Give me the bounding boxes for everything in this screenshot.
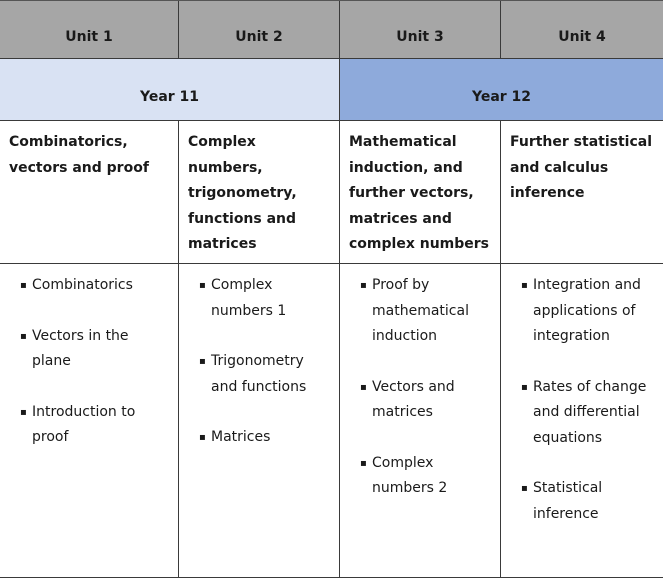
topic-list [199,273,331,451]
unit-3-topics [340,264,501,577]
list-item [20,273,170,299]
unit-4-header: Unit 4 [558,28,606,45]
topic-list [521,273,655,527]
unit-topics-row [0,264,663,578]
bullet-icon: ▪ [20,280,27,291]
bullet-icon: ▪ [20,406,27,418]
list-item [199,273,331,324]
topic-list [20,273,170,451]
bullet-icon: ▪ [199,356,206,367]
bullet-icon: ▪ [521,280,528,291]
bullet-icon: ▪ [199,432,206,443]
list-item [521,273,655,350]
bullet-icon: ▪ [521,483,528,494]
topic-label: Trigonometry and functions [211,353,307,395]
units-header-row [0,0,663,59]
years-row [0,59,663,121]
bullet-icon: ▪ [199,280,206,291]
topic-list [360,273,492,502]
bullet-icon: ▪ [360,280,367,291]
bullet-icon: ▪ [20,330,27,342]
unit-3-header: Unit 3 [340,1,501,58]
list-item [521,375,655,452]
topic-label: Vectors in the plane [32,327,129,369]
topic-label: Combinatorics [32,277,133,293]
unit-1-topics [0,264,179,577]
unit-2-title: Complex numbers, trigonometry, functions and matrices [179,121,340,263]
unit-4-topics [501,264,663,577]
list-item [360,273,492,350]
year-11-header: Year 11 [0,59,340,120]
topic-label: Vectors and matrices [372,378,455,420]
topic-label: Complex numbers 2 [372,454,448,496]
unit-titles-row [0,121,663,264]
topic-label: Integration and applications of integration [533,277,641,344]
list-item [360,451,492,502]
unit-1-header: Unit 1 [0,1,179,58]
unit-3-title: Mathematical induction, and further vectors, matrices and complex numbers [340,121,501,263]
list-item [199,425,331,451]
topic-label: Statistical inference [533,480,603,522]
list-item [20,400,170,451]
year-12-header: Year 12 [340,59,663,120]
topic-label: Rates of change and differential equations [533,378,647,446]
topic-label: Proof by mathematical induction [372,277,469,344]
bullet-icon: ▪ [521,381,528,393]
list-item [199,349,331,400]
unit-2-header: Unit 2 [179,1,340,58]
topic-label: Complex numbers 1 [211,277,287,319]
unit-4-title: Further statistical and calculus inference [510,134,653,201]
topic-label: Matrices [211,429,271,445]
list-item [20,324,170,375]
list-item [360,375,492,426]
unit-1-title: Combinatorics, vectors and proof [0,121,179,263]
bullet-icon: ▪ [360,381,367,393]
bullet-icon: ▪ [360,457,367,469]
topic-label: Introduction to proof [32,403,136,445]
unit-2-topics [179,264,340,577]
list-item [521,476,655,527]
